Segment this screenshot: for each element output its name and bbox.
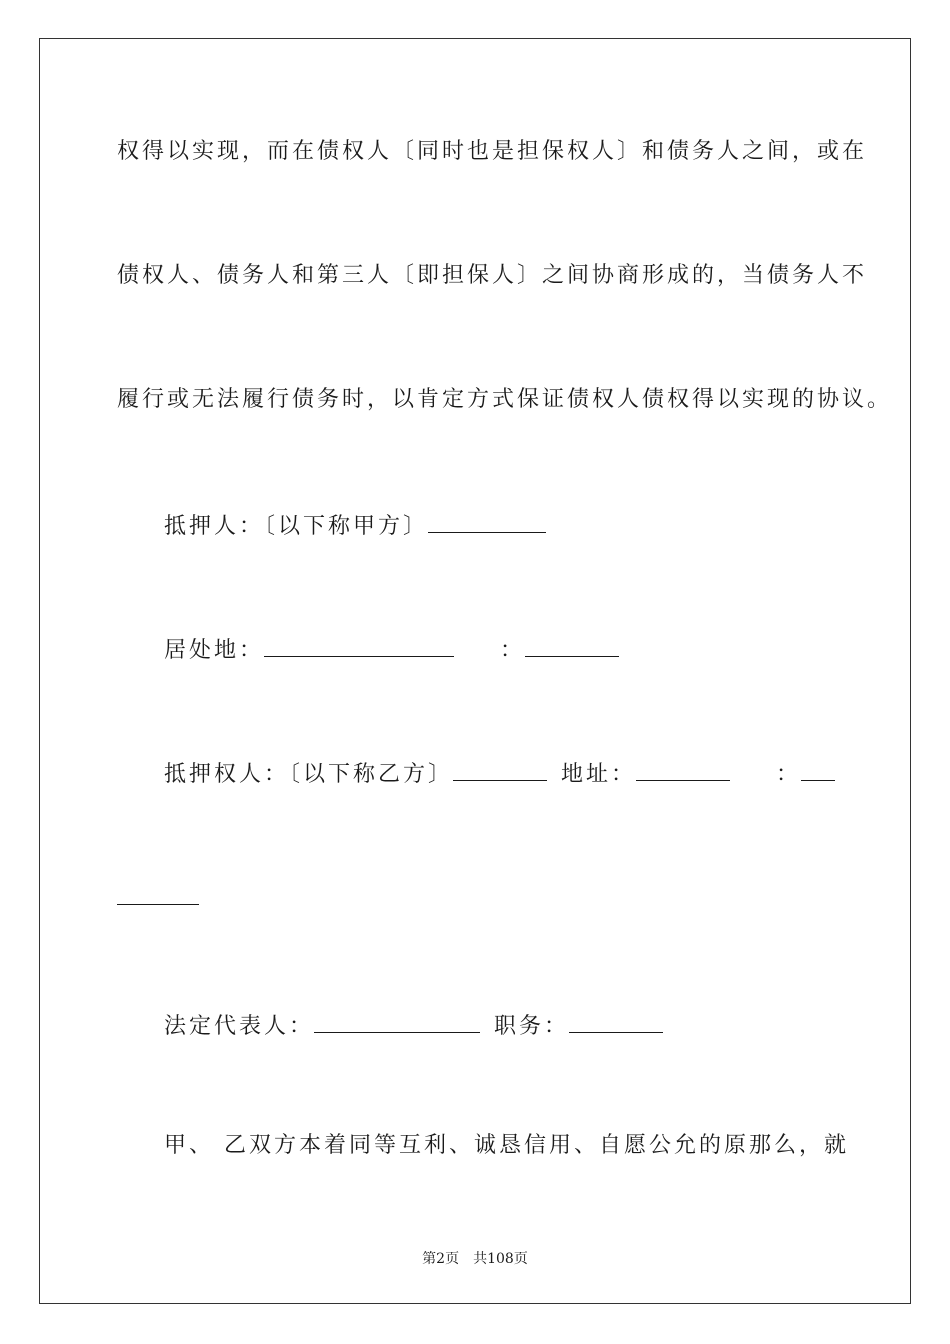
page-border <box>39 38 911 1304</box>
residence-blank[interactable] <box>264 634 454 657</box>
mortgagee-colon: ： <box>776 762 802 787</box>
residence-extra-blank[interactable] <box>525 634 619 657</box>
mortgagee-row <box>164 758 835 789</box>
position-blank[interactable] <box>569 1010 663 1033</box>
closing-paragraph: 甲、 乙双方本着同等互利、诚恳信用、自愿公允的原那么，就 <box>164 1133 849 1158</box>
total-pages: 共108页 <box>473 1251 528 1267</box>
mortgagee-blank[interactable] <box>453 758 547 781</box>
mortgagor-blank[interactable] <box>428 510 546 533</box>
address-blank[interactable] <box>636 758 730 781</box>
residence-label: 居处地： <box>164 638 265 663</box>
mortgagor-label: 抵押人：〔以下称甲方〕 <box>164 514 429 539</box>
address-label: 地址： <box>561 762 637 787</box>
page-number: 第2页 <box>422 1251 460 1267</box>
mortgagee-extra-blank[interactable] <box>801 758 835 781</box>
legal-rep-blank[interactable] <box>314 1010 480 1033</box>
mortgagee-label: 抵押权人：〔以下称乙方〕 <box>164 762 454 787</box>
mortgagor-row <box>164 510 546 541</box>
legal-rep-row <box>164 1010 663 1041</box>
paragraph-line-3: 履行或无法履行债务时，以肯定方式保证债权人债权得以实现的协议。 <box>117 387 893 412</box>
residence-colon: ： <box>500 638 526 663</box>
paragraph-line-2: 债权人、债务人和第三人〔即担保人〕之间协商形成的，当债务人不 <box>117 263 868 288</box>
page-footer <box>0 1248 950 1268</box>
continuation-row <box>117 882 199 913</box>
legal-rep-label: 法定代表人： <box>164 1014 315 1039</box>
position-label: 职务： <box>494 1014 570 1039</box>
paragraph-line-1: 权得以实现，而在债权人〔同时也是担保权人〕和债务人之间，或在 <box>117 139 868 164</box>
continuation-blank[interactable] <box>117 882 199 905</box>
residence-row <box>164 634 619 665</box>
